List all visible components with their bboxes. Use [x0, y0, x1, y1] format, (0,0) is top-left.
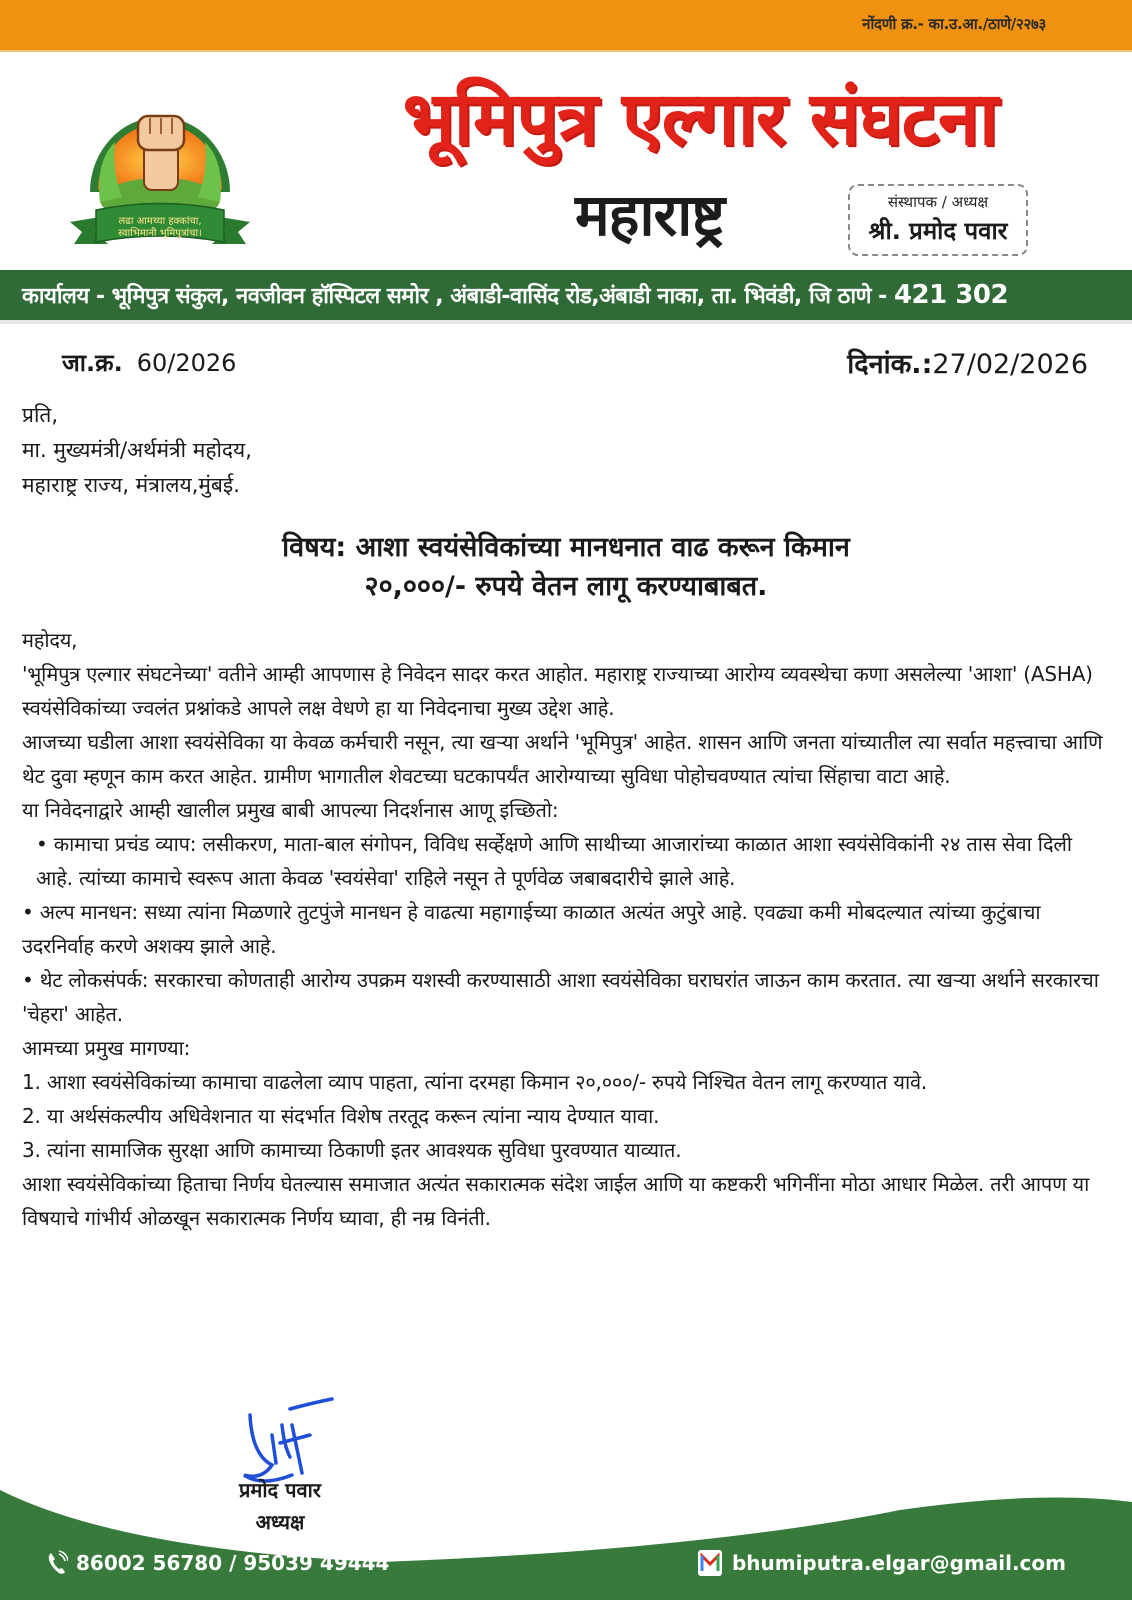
- reference-number: [62, 346, 236, 379]
- reference-value: 60/2026: [136, 349, 237, 377]
- gmail-icon: [698, 1550, 722, 1576]
- email-contact: [698, 1550, 1066, 1576]
- date-value: 27/02/2026: [932, 349, 1088, 380]
- organization-name: भूमिपुत्र एल्गार संघटना: [402, 76, 998, 162]
- addressee-line: प्रति,: [22, 403, 59, 427]
- office-address-bar: [0, 270, 1132, 324]
- addressee-line: महाराष्ट्र राज्य, मंत्रालय,मुंबई.: [22, 473, 240, 497]
- letterhead-header: [0, 52, 1132, 268]
- demand-item: 1. आशा स्वयंसेविकांच्या कामाचा वाढलेला व्याप पाहता, त्यांना दरमहा किमान २०,०००/- रुपये निश्चित वेतन लागू करण्यात यावे.: [22, 1070, 928, 1094]
- svg-text:स्वाभिमानी भूमिपुत्रांचा।: स्वाभिमानी भूमिपुत्रांचा।: [118, 228, 202, 239]
- phone-icon: [46, 1550, 68, 1576]
- bullet-point: • कामाचा प्रचंड व्याप: लसीकरण, माता-बाल संगोपन, विविध सर्व्हेक्षणे आणि साथीच्या आजारांच्या काळात आशा स्वयंसेविकांनी २४ तास सेवा दिली आहे. त्यांच्या कामाचे स्वरूप आता केवळ 'स्वयंसेवा' राहिले नसून ते पूर्णवेळ जबाबदारीचे झाले आहे.: [36, 832, 1072, 890]
- signatory-title: अध्यक्ष: [255, 1510, 305, 1534]
- subject-line: विषय: आशा स्वयंसेविकांच्या मानधनात वाढ करून किमान: [282, 532, 850, 563]
- email-address[interactable]: bhumiputra.elgar@gmail.com: [731, 1551, 1066, 1575]
- phone-contact: [46, 1550, 389, 1576]
- footer-contact-bar: [0, 1540, 1132, 1600]
- demand-item: 2. या अर्थसंकल्पीय अधिवेशनात या संदर्भात विशेष तरतूद करून त्यांना न्याय देण्यात यावा.: [22, 1104, 660, 1128]
- addressee-line: मा. मुख्यमंत्री/अर्थमंत्री महोदय,: [22, 438, 252, 462]
- reference-label: जा.क्र.: [62, 349, 123, 377]
- salutation: महोदय,: [22, 628, 78, 652]
- demands-intro: आमच्या प्रमुख मागण्या:: [22, 1036, 191, 1060]
- state-name: महाराष्ट्र: [575, 181, 725, 249]
- office-address: [22, 280, 1008, 310]
- registration-number: नोंदणी क्र.- का.उ.आ./ठाणे/२२७३: [862, 15, 1046, 33]
- organization-logo-icon: [60, 72, 260, 262]
- bullet-point: • थेट लोकसंपर्क: सरकारचा कोणताही आरोग्य उपक्रम यशस्वी करण्यासाठी आशा स्वयंसेविका घराघरांत जाऊन काम करतात. त्या खऱ्या अर्थाने सरकारचा 'चेहरा' आहेत.: [22, 968, 1099, 1026]
- subject-heading: [0, 528, 1132, 606]
- svg-text:लढा आमच्या हक्कांचा,: लढा आमच्या हक्कांचा,: [118, 216, 202, 227]
- letter-date: [847, 344, 1088, 381]
- date-label: दिनांक.:: [847, 349, 933, 380]
- address-text: कार्यालय - भूमिपुत्र संकुल, नवजीवन हॉस्पिटल समोर , अंबाडी-वासिंद रोड,अंबाडी नाका, ता. भिवंडी, जि ठाणे -: [22, 284, 894, 309]
- closing-paragraph: आशा स्वयंसेविकांच्या हिताचा निर्णय घेतल्यास समाजात अत्यंत सकारात्मक संदेश जाईल आणि या कष्टकरी भगिनींना मोठा आधार मिळेल. तरी आपण या विषयाचे गांभीर्य ओळखून सकारात्मक निर्णय घ्यावा, ही नम्र विनंती.: [22, 1172, 1090, 1230]
- points-intro: या निवेदनाद्वारे आम्ही खालील प्रमुख बाबी आपल्या निदर्शनास आणू इच्छितो:: [22, 798, 559, 822]
- bullet-point: • अल्प मानधन: सध्या त्यांना मिळणारे तुटपुंजे मानधन हे वाढत्या महागाईच्या काळात अत्यंत अपुरे आहे. एवढ्या कमी मोबदल्यात त्यांच्या कुटुंबाचा उदरनिर्वाह करणे अशक्य झाले आहे.: [22, 900, 1041, 958]
- signatory-name: प्रमोद पवार: [239, 1478, 321, 1502]
- top-registration-bar: [0, 0, 1132, 52]
- founder-box: [848, 184, 1028, 256]
- founder-name: श्री. प्रमोद पवार: [868, 217, 1008, 245]
- founder-role: संस्थापक / अध्यक्ष: [887, 193, 989, 211]
- subject-line: २०,०००/- रुपये वेतन लागू करण्याबाबत.: [364, 571, 768, 602]
- demand-item: 3. त्यांना सामाजिक सुरक्षा आणि कामाच्या ठिकाणी इतर आवश्यक सुविधा पुरवण्यात याव्यात.: [22, 1138, 682, 1162]
- letter-body: [22, 623, 1112, 1235]
- pincode: 421 302: [893, 280, 1009, 310]
- addressee-block: [22, 398, 252, 503]
- phone-numbers[interactable]: 86002 56780 / 95039 49444: [76, 1551, 390, 1575]
- paragraph: 'भूमिपुत्र एल्गार संघटनेच्या' वतीने आम्ही आपणास हे निवेदन सादर करत आहोत. महाराष्ट्र राज्याच्या आरोग्य व्यवस्थेचा कणा असलेल्या 'आशा' (ASHA) स्वयंसेविकांच्या ज्वलंत प्रश्नांकडे आपले लक्ष वेधणे हा या निवेदनाचा मुख्य उद्देश आहे.: [22, 662, 1093, 720]
- paragraph: आजच्या घडीला आशा स्वयंसेविका या केवळ कर्मचारी नसून, त्या खऱ्या अर्थाने 'भूमिपुत्र' आहेत. शासन आणि जनता यांच्यातील त्या सर्वात महत्त्वाचा आणि थेट दुवा म्हणून काम करत आहेत. ग्रामीण भागातील शेवटच्या घटकापर्यंत आरोग्याच्या सुविधा पोहोचवण्यात त्यांचा सिंहाचा वाटा आहे.: [22, 730, 1103, 788]
